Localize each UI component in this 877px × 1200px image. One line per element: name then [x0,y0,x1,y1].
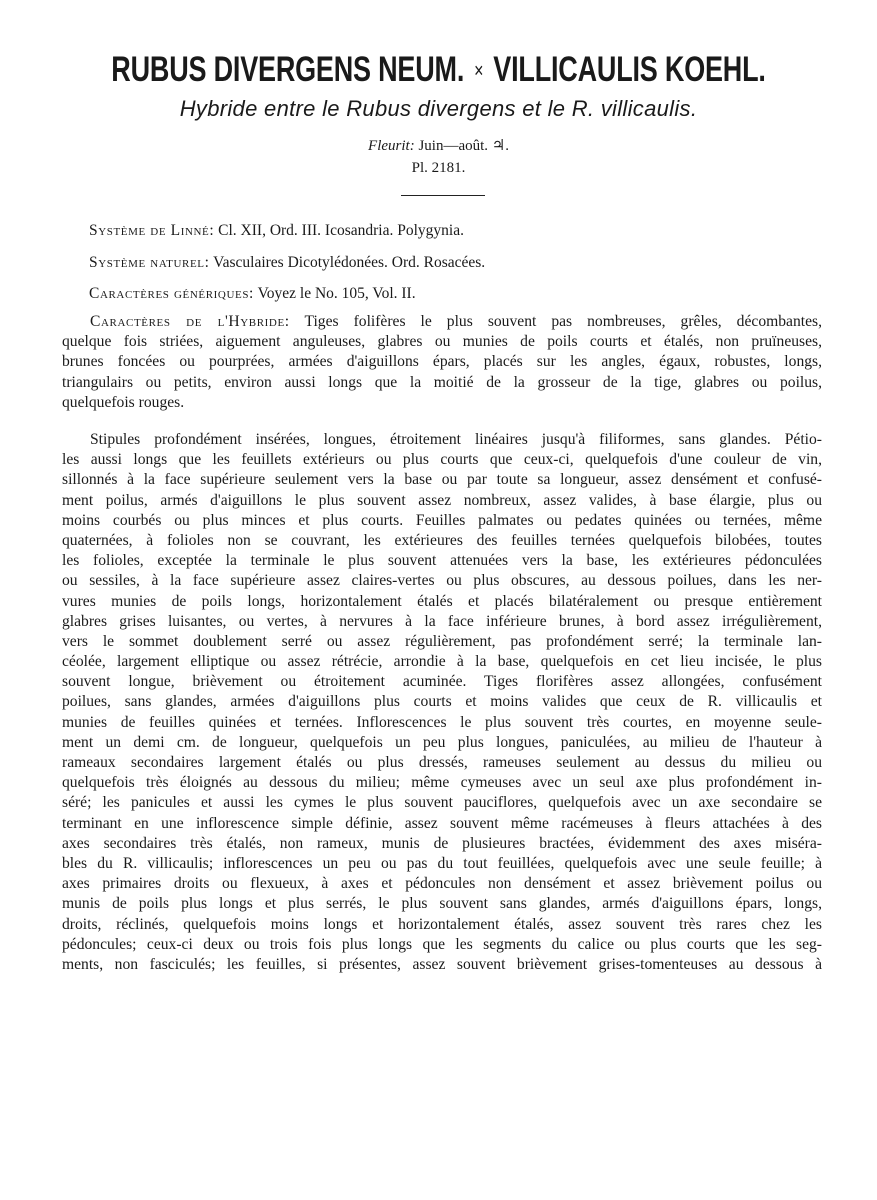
text-line: munis de poils plus longs et plus serrés, le plus souvent sans glandes, armés d'aiguillons épars, longs, [62,895,822,913]
text-line: les folioles, exceptée la terminale le plus souvent attenuées vers la base, les extérieures pédonculées [62,552,822,570]
plate-number: Pl. 2181. [411,160,466,176]
system-linne-value: Cl. XII, Ord. III. Icosandria. Polygynia. [218,222,464,239]
text-line: triangulairs ou petits, environ aussi longs que la moitié de la grosseur de la tige, glabres ou poilus, [62,373,822,391]
text-line: quaternées, à folioles non se couvrant, les extérieures des feuilles ternées quelquefois bilobées, toutes [62,531,822,549]
system-naturel [89,254,485,272]
text-line: souvent longue, brièvement ou étroitement acuminée. Tiges florifères assez allongées, confusément [62,673,822,691]
page-title [60,50,817,90]
caracteres-generiques-value: Voyez le No. 105, Vol. II. [257,285,416,302]
system-naturel-value: Vasculaires Dicotylédonées. Ord. Rosacées. [213,254,486,271]
text-line: rameaux secondaires largement étalés ou plus dressés, rameuses seulement au dessus du milieu ou [62,754,822,771]
text-line: poilues, sans glandes, armées d'aiguillons plus courts et moins valides que ceux de R. villicaulis et [62,693,822,711]
text-line: Caractères de l'Hybride: Tiges folifères le plus souvent pas nombreuses, grêles, décombantes, [90,313,822,330]
text-line: axes secondaires très étalés, non rameux, munis de plusieures bractées, évidemment des axes miséra- [62,834,822,852]
text-line: vures munies de poils longs, horizontalement étalés et placés bilatéralement ou presque entièrement [62,592,822,610]
flowering-value: Juin—août. ♃. [418,138,509,154]
hybrid-characters-paragraph [62,312,822,413]
flowering-label: Fleurit: [368,138,415,154]
text-line: axes primaires droits ou flexueux, à axes et pédoncules non densément et assez brièvement poilus ou [62,875,822,893]
system-linne-label: Système de Linné: [89,222,215,239]
text-line: ment poilus, armés d'aiguillons le plus souvent assez nombreux, assez valides, à base élargie, plus ou [62,491,822,509]
text-line: ment un demi cm. de longueur, quelquefois un peu plus longues, paniculées, au milieu de l'hauteur à [62,733,822,751]
text-line: quelque fois striées, aiguement anguleuses, glabres ou munies de poils courts et étalés, non pruïneuses, [62,333,822,351]
text-line: séré; les panicules et aussi les cymes le plus souvent pauciflores, quelquefois avec un axe secondaire se [62,794,822,812]
text-line: brunes foncées ou pourprées, armées d'aiguillons épars, placés sur les angles, égaux, robustes, longs, [62,353,822,371]
text-line: céolée, largement elliptique ou assez rétrécie, arrondie à la base, quelquefois en cet lieu incisée, le plus [62,653,822,671]
text-line: quelquefois rouges. [62,393,185,411]
title-left: RUBUS DIVERGENS NEUM. [111,50,465,89]
system-linne [89,222,464,240]
text-line: ou sessiles, à la face supérieure assez claires-vertes ou plus obscures, au dessous poilues, dans les ner- [62,572,822,590]
title-right: VILLICAULIS KOEHL. [493,50,766,89]
text-line: sillonnés à la face supérieure seulement vers la base ou par toute sa longueur, assez densément et confusé- [62,471,822,489]
text-line: droits, réclinés, quelquefois moins longs et horizontalement étalés, assez souvent très rares chez les [62,915,822,933]
caracteres-generiques-label: Caractères génériques: [89,285,254,302]
text-line: Stipules profondément insérées, longues, étroitement linéaires jusqu'à filiformes, sans glandes. Pétio- [90,431,822,448]
page-subtitle: Hybride entre le Rubus divergens et le R. villicaulis. [179,96,698,121]
text-line: munies de feuilles quinées et ternées. Inflorescences le plus souvent très courtes, en moyenne seule- [62,713,822,731]
description-paragraph [62,430,822,975]
text-line: les aussi longs que les feuillets extérieurs ou plus courts que ceux-ci, quelquefois d'une couleur de vin, [62,451,822,469]
text-line: moins courbés ou plus minces et plus courts. Feuilles palmates ou pedates quinées ou ternées, même [62,511,822,529]
text-line: pédoncules; ceux-ci deux ou trois fois plus longs que les segments du calice ou plus courts que les seg- [62,935,822,953]
hybrid-cross-sign: × [474,60,484,83]
text-line: quelquefois très éloignés au dessous du milieu; même cymeuses avec un seul axe plus profondément in- [62,774,822,792]
text-line: glabres grises luisantes, ou vertes, à nervures à la face inférieure brunes, à bord assez irrégulièrement, [62,612,822,630]
caracteres-generiques [89,285,416,303]
text-line: ments, non fasciculés; les feuilles, si présentes, assez souvent brièvement grises-tomenteuses au dessous à [62,955,822,973]
separator-rule [401,195,485,196]
system-naturel-label: Système naturel: [89,254,210,271]
text-line: terminant en une inflorescence simple définie, assez souvent même racémeuses à fleurs attachées à des [62,814,822,832]
flowering-line [60,136,817,155]
text-line: vers le sommet doublement serré ou assez régulièrement, pas profondément serré; la terminale lan- [62,632,822,650]
text-line: bles du R. villicaulis; inflorescences un peu ou pas du tout feuillées, quelquefois avec une seule feuille; à [62,854,822,872]
hybrid-characters-label: Caractères de l'Hybride: [90,313,290,330]
